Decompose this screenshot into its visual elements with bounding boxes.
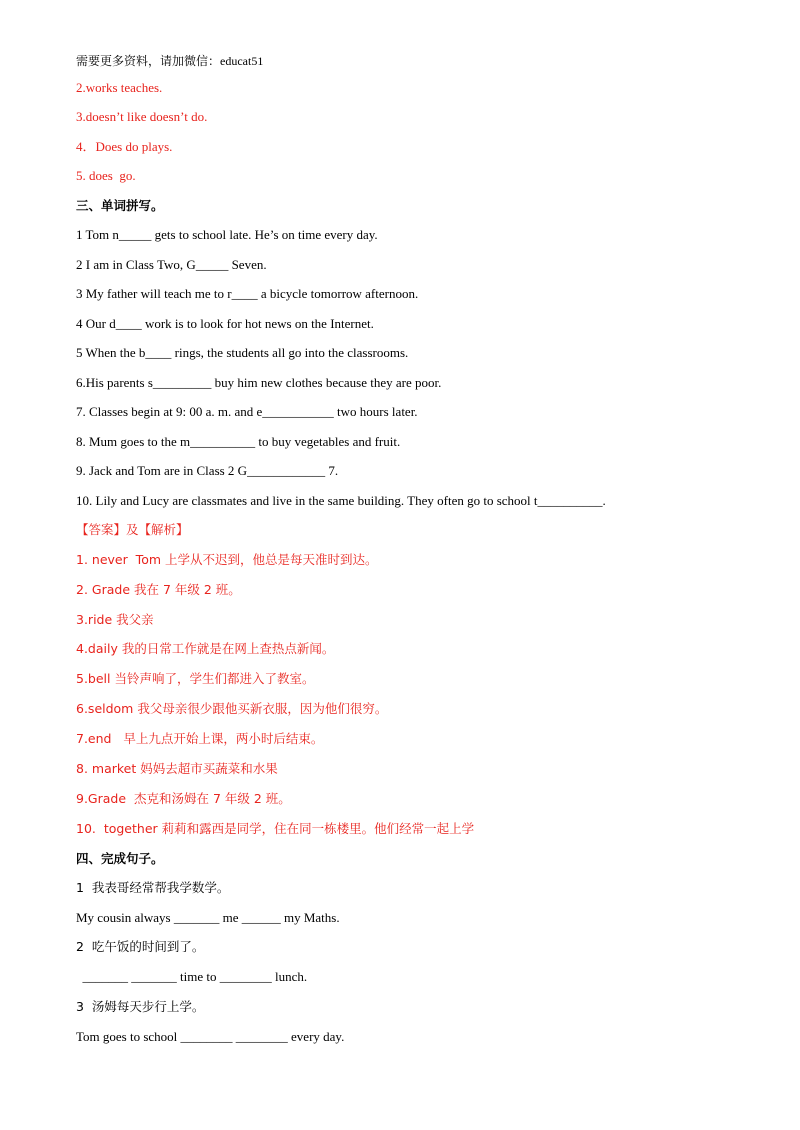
question-line: 10. Lily and Lucy are classmates and live in the same building. They often go to school t__________. <box>76 493 606 508</box>
section-title: 三、单词拼写。 <box>76 198 164 213</box>
sentence-blank: Tom goes to school ________ ________ every day. <box>76 1029 345 1044</box>
question-line: 2 I am in Class Two, G_____ Seven. <box>76 257 267 272</box>
answer-line: 8. market 妈妈去超市买蔬菜和水果 <box>76 761 278 776</box>
answer-line: 3.doesn’t like doesn’t do. <box>76 109 208 124</box>
answer-line: 2.works teaches. <box>76 80 163 95</box>
answer-line: 3.ride 我父亲 <box>76 612 154 627</box>
answer-line: 10. together 莉莉和露西是同学，住在同一栋楼里。他们经常一起上学 <box>76 821 475 836</box>
section-title: 四、完成句子。 <box>76 851 164 866</box>
question-line: 4 Our d____ work is to look for hot news on the Internet. <box>76 316 374 331</box>
question-line: 1 Tom n_____ gets to school late. He’s on time every day. <box>76 227 378 242</box>
sentence-prompt: 2 吃午饭的时间到了。 <box>76 939 205 954</box>
question-line: 9. Jack and Tom are in Class 2 G____________ 7. <box>76 463 339 478</box>
answer-line: 6.seldom 我父母亲很少跟他买新衣服，因为他们很穷。 <box>76 701 388 716</box>
question-line: 7. Classes begin at 9: 00 a. m. and e___________ two hours later. <box>76 404 418 419</box>
answer-line: 2. Grade 我在 7 年级 2 班。 <box>76 582 241 597</box>
sentence-blank: My cousin always _______ me ______ my Maths. <box>76 910 340 925</box>
answer-line: 4．Does do plays. <box>76 139 173 154</box>
answer-title: 【答案】及【解析】 <box>76 522 189 537</box>
question-line: 5 When the b____ rings, the students all go into the classrooms. <box>76 345 409 360</box>
question-line: 6.His parents s_________ buy him new clothes because they are poor. <box>76 375 442 390</box>
sentence-blank: _______ _______ time to ________ lunch. <box>76 969 308 984</box>
answer-line: 5.bell 当铃声响了，学生们都进入了教室。 <box>76 671 315 686</box>
sentence-prompt: 1 我表哥经常帮我学数学。 <box>76 880 230 895</box>
question-line: 3 My father will teach me to r____ a bicycle tomorrow afternoon. <box>76 286 419 301</box>
answer-line: 4.daily 我的日常工作就是在网上查热点新闻。 <box>76 641 335 656</box>
answer-line: 9.Grade 杰克和汤姆在 7 年级 2 班。 <box>76 791 291 806</box>
sentence-prompt: 3 汤姆每天步行上学。 <box>76 999 205 1014</box>
question-line: 8. Mum goes to the m__________ to buy vegetables and fruit. <box>76 434 401 449</box>
answer-line: 5. does go. <box>76 168 136 183</box>
header-note: 需要更多资料，请加微信：educat51 <box>76 54 264 68</box>
answer-line: 1. never Tom 上学从不迟到，他总是每天准时到达。 <box>76 552 378 567</box>
answer-line: 7.end 早上九点开始上课，两小时后结束。 <box>76 731 324 746</box>
